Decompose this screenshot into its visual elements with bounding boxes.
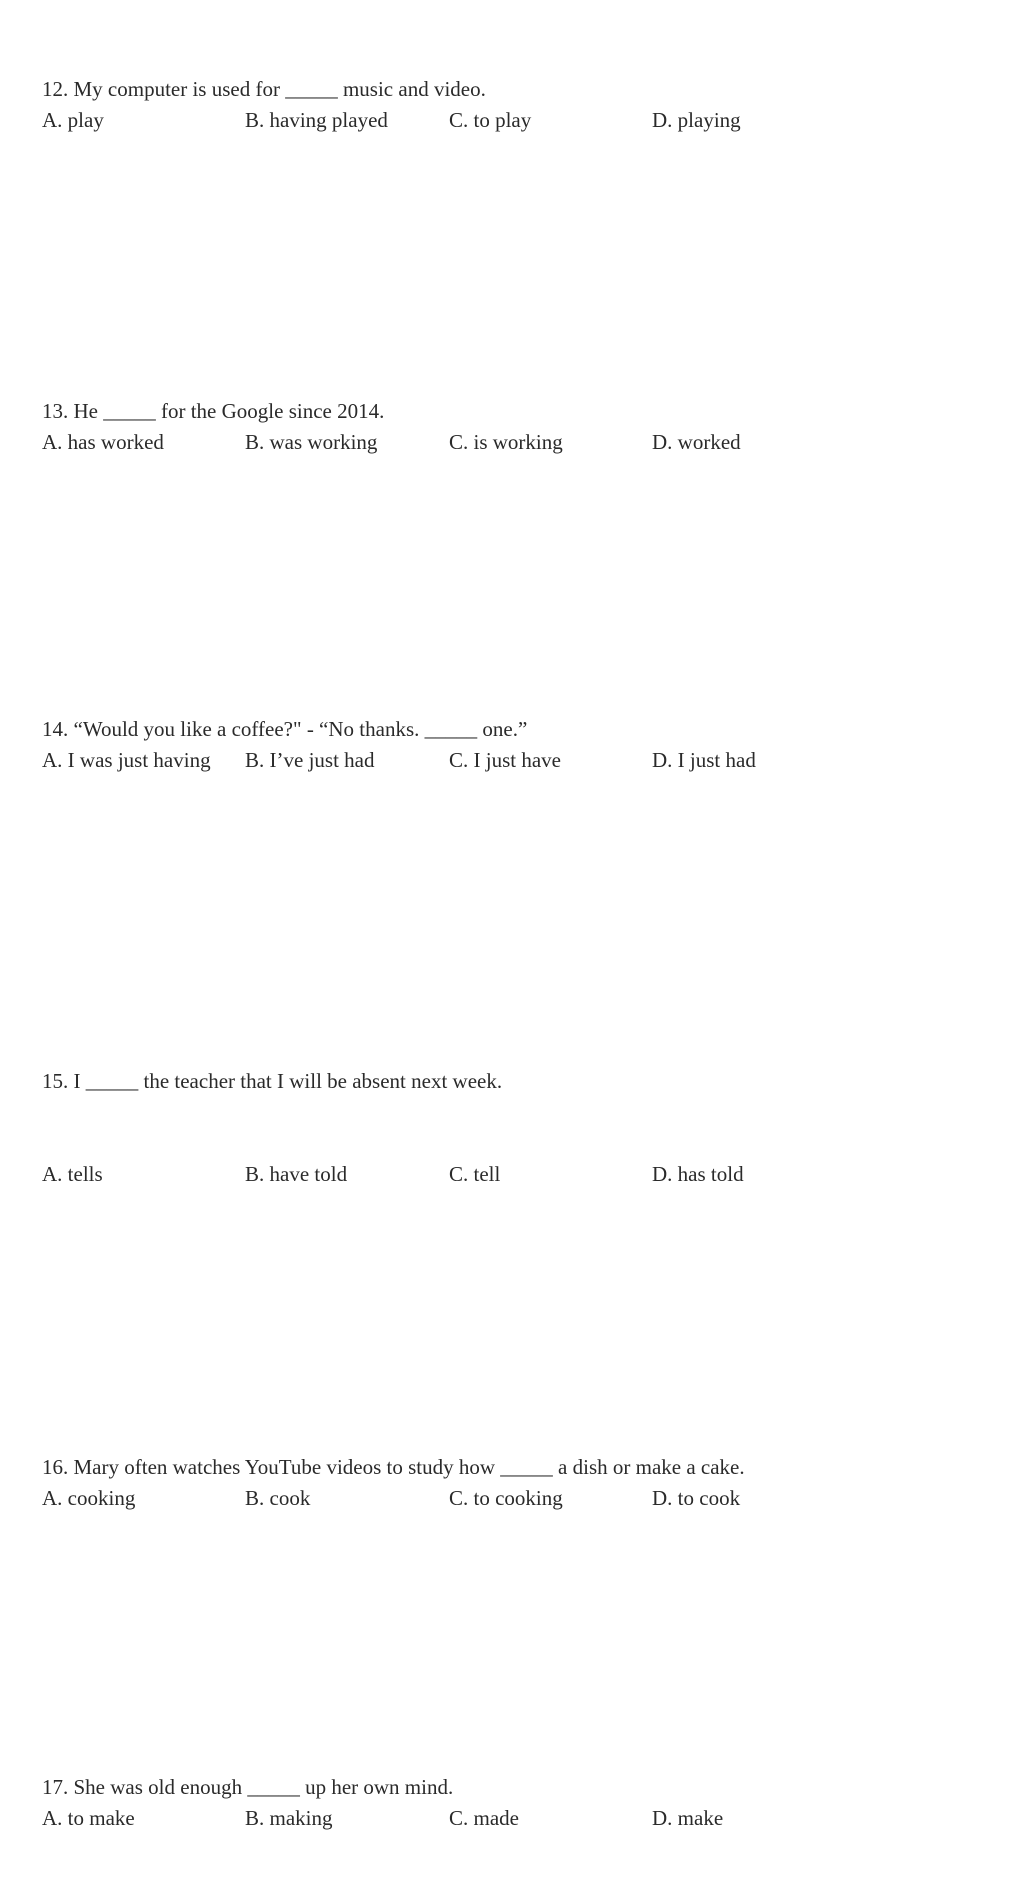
option-c[interactable]: C. tell: [449, 1162, 501, 1186]
option-c[interactable]: C. to play: [449, 108, 532, 132]
option-b[interactable]: B. cook: [245, 1486, 311, 1510]
question-text: “Would you like a coffee?" - “No thanks. _____ one.”: [73, 717, 528, 741]
option-d[interactable]: D. make: [652, 1806, 724, 1830]
option-a[interactable]: A. play: [42, 108, 104, 132]
question-number: 12.: [42, 77, 69, 101]
option-d[interactable]: D. playing: [652, 108, 741, 132]
option-a[interactable]: A. cooking: [42, 1486, 136, 1510]
question-text: Mary often watches YouTube videos to study how _____ a dish or make a cake.: [73, 1455, 745, 1479]
question-stem: [42, 398, 384, 424]
question-number: 15.: [42, 1069, 69, 1093]
question-text: He _____ for the Google since 2014.: [73, 399, 385, 423]
option-c[interactable]: C. I just have: [449, 748, 561, 772]
option-c[interactable]: C. is working: [449, 430, 563, 454]
option-c[interactable]: C. made: [449, 1806, 519, 1830]
option-a[interactable]: A. has worked: [42, 430, 164, 454]
question-text: She was old enough _____ up her own mind.: [73, 1775, 454, 1799]
option-b[interactable]: B. making: [245, 1806, 333, 1830]
question-stem: [42, 76, 486, 102]
answer-options: [42, 747, 1002, 773]
option-a[interactable]: A. to make: [42, 1806, 135, 1830]
option-a[interactable]: A. tells: [42, 1162, 103, 1186]
question-number: 14.: [42, 717, 69, 741]
option-b[interactable]: B. have told: [245, 1162, 348, 1186]
question-stem: [42, 1068, 502, 1094]
answer-options: [42, 429, 1002, 455]
question-stem: [42, 716, 527, 742]
answer-options: [42, 1485, 1002, 1511]
option-b[interactable]: B. having played: [245, 108, 388, 132]
option-b[interactable]: B. was working: [245, 430, 378, 454]
question-number: 13.: [42, 399, 69, 423]
question-number: 17.: [42, 1775, 69, 1799]
option-d[interactable]: D. worked: [652, 430, 741, 454]
answer-options: [42, 107, 1002, 133]
option-d[interactable]: D. I just had: [652, 748, 756, 772]
answer-options: [42, 1161, 1002, 1187]
question-stem: [42, 1454, 745, 1480]
option-b[interactable]: B. I’ve just had: [245, 748, 375, 772]
option-a[interactable]: A. I was just having: [42, 748, 211, 772]
option-c[interactable]: C. to cooking: [449, 1486, 563, 1510]
question-number: 16.: [42, 1455, 69, 1479]
question-text: I _____ the teacher that I will be absent next week.: [73, 1069, 503, 1093]
answer-options: [42, 1805, 1002, 1831]
option-d[interactable]: D. has told: [652, 1162, 744, 1186]
question-stem: [42, 1774, 453, 1800]
question-text: My computer is used for _____ music and video.: [73, 77, 486, 101]
option-d[interactable]: D. to cook: [652, 1486, 741, 1510]
